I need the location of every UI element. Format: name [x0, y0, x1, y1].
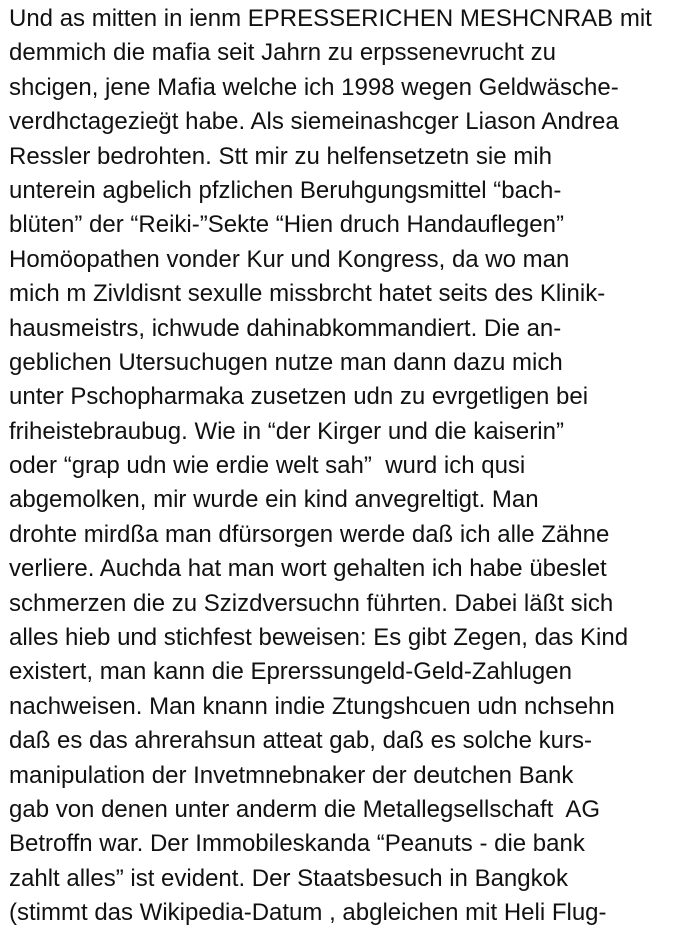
text-line: manipulation der Invetmnebnaker der deutchen Bank [9, 761, 574, 789]
text-line: Betroffn war. Der Immobileskanda “Peanuts - die bank [9, 830, 585, 858]
text-line: abgemolken, mir wurde ein kind anvegreltigt. Man [9, 486, 539, 514]
text-line: schmerzen die zu Szizdversuchn führten. Dabei läßt sich [9, 589, 614, 617]
text-line: oder “grap udn wie erdie welt sah” wurd ich qusi [9, 452, 526, 480]
text-line: friheistebraubug. Wie in “der Kirger und die kaiserin” [9, 417, 564, 445]
text-line: mich m Zivldisnt sexulle missbrcht hatet seits des Klinik- [9, 280, 606, 308]
text-line: alles hieb und stichfest beweisen: Es gibt Zegen, das Kind [9, 624, 629, 652]
text-line: (stimmt das Wikipedia-Datum , abgleichen mit Heli Flug- [9, 899, 607, 927]
text-line: verliere. Auchda hat man wort gehalten ich habe übeslet [9, 555, 607, 583]
text-line: Ressler bedrohten. Stt mir zu helfensetzetn sie mih [9, 142, 552, 170]
text-line: geblichen Utersuchugen nutze man dann dazu mich [9, 348, 563, 376]
text-line: nachweisen. Man knann indie Ztungshcuen udn nchsehn [9, 692, 615, 720]
text-line: drohte mirdßa man dfürsorgen werde daß ich alle Zähne [9, 520, 610, 548]
text-line: blüten” der “Reiki-”Sekte “Hien druch Handauflegen” [9, 211, 564, 239]
text-line: hausmeistrs, ichwude dahinabkommandiert. Die an- [9, 314, 562, 342]
text-line: daß es das ahrerahsun atteat gab, daß es solche kurs- [9, 727, 592, 755]
text-line: demmich die mafia seit Jahrn zu erpssenevrucht zu [9, 39, 556, 67]
body-text [9, 2, 681, 931]
text-line: gab von denen unter anderm die Metallegsellschaft AG [9, 795, 601, 823]
text-line: Homöopathen vonder Kur und Kongress, da wo man [9, 245, 570, 273]
text-line: shcigen, jene Mafia welche ich 1998 wegen Geldwäsche- [9, 73, 619, 101]
text-line: unterein agbelich pfzlichen Beruhgungsmittel “bach- [9, 176, 562, 204]
text-line: zahlt alles” ist evident. Der Staatsbesuch in Bangkok [9, 864, 568, 892]
text-line: verdhctagezieg̈t habe. Als siemeinashcger Liason Andrea [9, 108, 619, 136]
text-line: unter Pschopharmaka zusetzen udn zu evrgetligen bei [9, 383, 589, 411]
text-line: existert, man kann die Eprerssungeld-Geld-Zahlugen [9, 658, 572, 686]
text-line: Und as mitten in ienm EPRESSERICHEN MESHCNRAB mit [9, 5, 652, 32]
